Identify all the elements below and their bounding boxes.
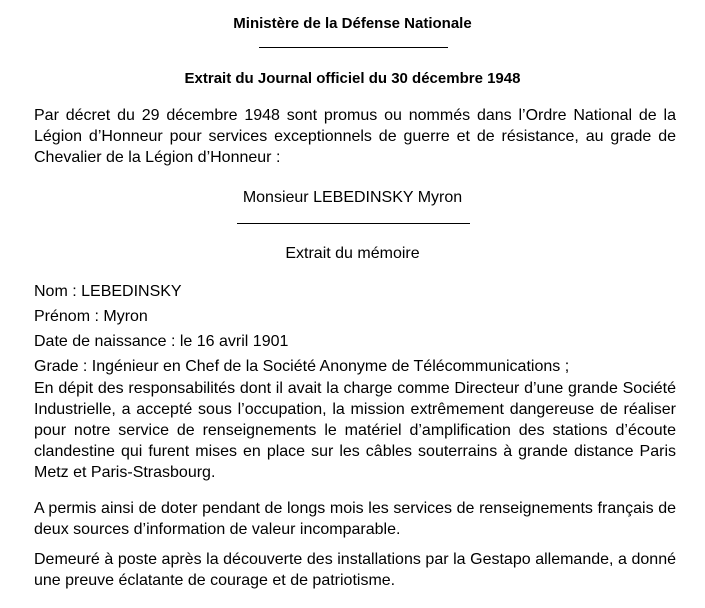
recipient-name: Monsieur LEBEDINSKY Myron — [242, 189, 463, 206]
ministry-heading: Ministère de la Défense Nationale — [233, 15, 472, 32]
nom-line: Nom : LEBEDINSKY — [34, 283, 182, 300]
memoire-paragraph-3: Demeuré à poste après la découverte des installations par la Gestapo allemande, a donné une preuve éclatante de courage et de patriotisme. — [34, 551, 676, 589]
grade-line: Grade : Ingénieur en Chef de la Société Anonyme de Télécommunications ; — [34, 358, 570, 375]
journal-extract-title: Extrait du Journal officiel du 30 décembre 1948 — [184, 70, 521, 87]
decree-paragraph: Par décret du 29 décembre 1948 sont promus ou nommés dans l’Ordre National de la Légion d’Honneur pour services exceptionnels de guerre et de résistance, au grade de Chevalier de la Légion d’Honneur : — [34, 107, 676, 166]
heading-divider — [259, 47, 448, 48]
memoire-paragraph-2: A permis ainsi de doter pendant de longs mois les services de renseignements français de deux sources d’information de valeur incomparable. — [34, 500, 676, 538]
prenom-line: Prénom : Myron — [34, 308, 148, 325]
memoire-title: Extrait du mémoire — [285, 245, 420, 262]
birthdate-line: Date de naissance : le 16 avril 1901 — [34, 333, 289, 350]
memoire-paragraph-1: En dépit des responsabilités dont il avait la charge comme Directeur d’une grande Société Industrielle, a accepté sous l’occupation, la mission extrêmement dangereuse de réaliser pour notre service de renseignements le matériel d’amplification des stations d’écoute clandestine qui furent mises en place sur les câbles souterrains à grande distance Paris Metz et Paris-Strasbourg. — [34, 380, 676, 481]
recipient-divider — [237, 223, 470, 224]
